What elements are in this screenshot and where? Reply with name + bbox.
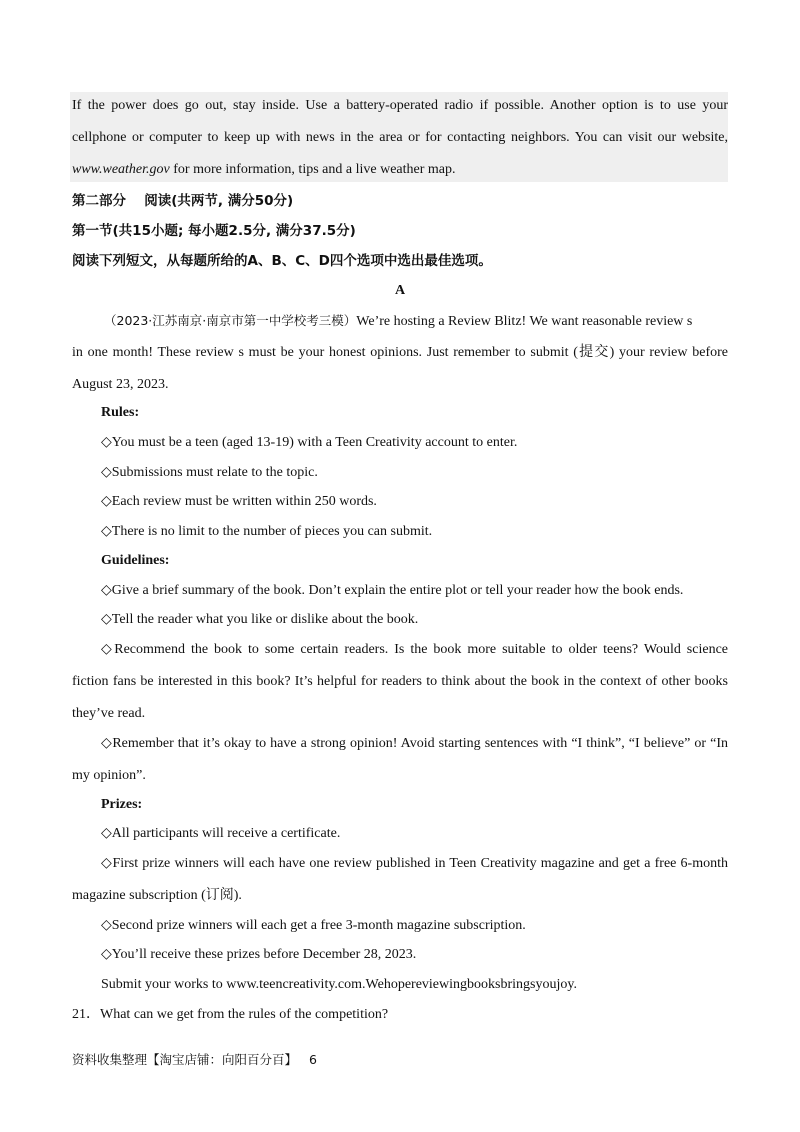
source-note: （2023·江苏南京·南京市第一中学校考三模） [104, 313, 357, 328]
passage-letter: A [394, 283, 406, 298]
rule-item: ◇There is no limit to the number of pieces you can submit. [101, 524, 433, 539]
prize-3: ◇Second prize winners will each get a free 3-month magazine subscription. [101, 918, 526, 933]
footer-text: 资料收集整理【淘宝店铺：向阳百分百】 [72, 1052, 298, 1067]
page-number: 6 [308, 1052, 317, 1067]
guideline-4-line-2: my opinion”. [72, 768, 146, 783]
rules-heading: Rules: [101, 405, 140, 420]
guideline-1: ◇Give a brief summary of the book. Don’t explain the entire plot or tell your reader how the book ends. [101, 583, 684, 598]
prize-1: ◇All participants will receive a certificate. [101, 826, 341, 841]
instruction-text: 阅读下列短文，从每题所给的A、B、C、D四个选项中选出最佳选项。 [72, 253, 492, 269]
footer [72, 1050, 317, 1068]
prize-2-line-2: magazine subscription (订阅). [72, 888, 242, 903]
rule-item: ◇Submissions must relate to the topic. [101, 465, 318, 480]
intro-line-3: August 23, 2023. [72, 377, 169, 392]
website-link[interactable]: www.weather.gov [72, 162, 170, 177]
submit-line: Submit your works to www.teencreativity.com.Wehopereviewingbooksbringsyoujoy. [101, 977, 577, 992]
box-line-3 [72, 160, 728, 180]
intro-line-2: in one month! These review s must be your honest opinions. Just remember to submit (提交) your review before [72, 345, 728, 360]
rule-item: ◇You must be a teen (aged 13-19) with a Teen Creativity account to enter. [101, 435, 518, 450]
intro-line-1 [104, 311, 728, 332]
box-line-1: If the power does go out, stay inside. Use a battery-operated radio if possible. Another option is to use your [72, 98, 728, 113]
box-line-2: cellphone or computer to keep up with news in the area or for contacting neighbors. You can visit our website, [72, 130, 728, 145]
guideline-4-line-1: ◇Remember that it’s okay to have a strong opinion! Avoid starting sentences with “I think”, “I believe” or “In [101, 736, 728, 751]
guideline-3-line-1: ◇Recommend the book to some certain readers. Is the book more suitable to older teens? Would science [101, 642, 728, 657]
guideline-3-line-3: they’ve read. [72, 706, 146, 721]
part-2-heading: 第二部分 阅读(共两节, 满分50分) [72, 193, 294, 209]
prizes-heading: Prizes: [101, 797, 143, 812]
section-1-heading: 第一节(共15小题; 每小题2.5分, 满分37.5分) [72, 223, 356, 239]
box-line-3-rest: for more information, tips and a live weather map. [169, 162, 456, 177]
rule-item: ◇Each review must be written within 250 words. [101, 494, 377, 509]
intro-text: We’re hosting a Review Blitz! We want reasonable review s [356, 314, 693, 329]
prize-4: ◇You’ll receive these prizes before December 28, 2023. [101, 947, 417, 962]
guideline-3-line-2: fiction fans be interested in this book? It’s helpful for readers to think about the book in the context of other books [72, 674, 728, 689]
guidelines-heading: Guidelines: [101, 553, 170, 568]
guideline-2: ◇Tell the reader what you like or dislike about the book. [101, 612, 419, 627]
question-21: 21．What can we get from the rules of the competition? [72, 1007, 389, 1022]
prize-2-line-1: ◇First prize winners will each have one review published in Teen Creativity magazine and get a free 6-month [101, 856, 728, 871]
